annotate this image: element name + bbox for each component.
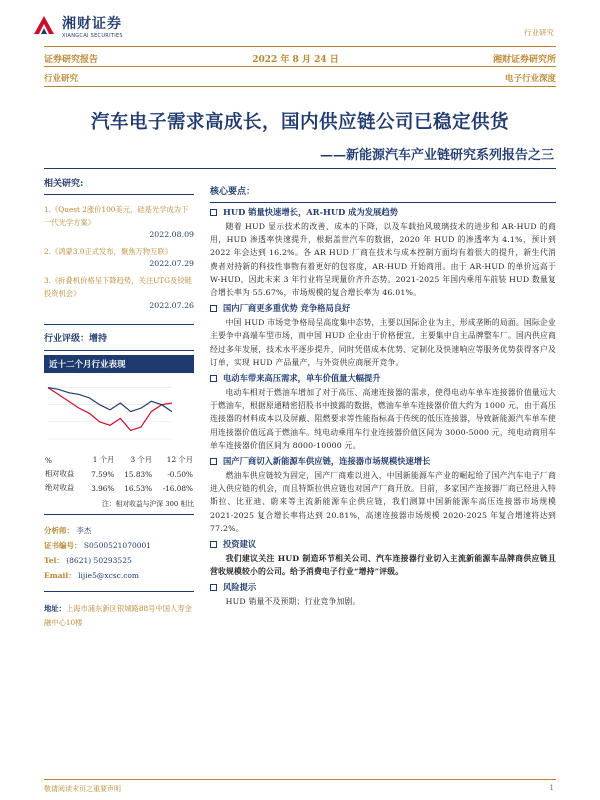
bullet-square-icon bbox=[210, 541, 217, 548]
footer-divider bbox=[44, 779, 556, 780]
key-point-heading bbox=[210, 302, 556, 314]
analyst-cert: S0500521070001 bbox=[83, 541, 152, 550]
report-subtitle: ——新能源汽车产业链研究系列报告之三 bbox=[319, 148, 554, 163]
key-point-heading bbox=[210, 538, 556, 550]
logo-cn: 湘财证券 bbox=[62, 16, 122, 32]
related-heading: 相关研究: bbox=[44, 179, 84, 189]
table-body bbox=[44, 467, 194, 495]
key-point-title: 国产厂商切入新能源车供应链，连接器市场规模快速增长 bbox=[223, 456, 431, 467]
related-item[interactable] bbox=[44, 245, 194, 268]
related-item-title[interactable]: 1.《Quest 2涨价100美元，硅基光学成为下一代光学方案》 bbox=[44, 205, 189, 227]
table-header-cell: 1 个月 bbox=[92, 455, 115, 464]
key-point-heading bbox=[210, 206, 556, 218]
related-divider bbox=[44, 194, 194, 195]
institute-name: 湘财证券研究所 bbox=[492, 55, 556, 65]
table-cell: 15.83% bbox=[124, 469, 153, 479]
footer-disclaimer[interactable]: 敬请阅读末页之重要声明 bbox=[44, 785, 121, 793]
key-point-title: 投资建议 bbox=[223, 539, 257, 550]
report-kind: 电子行业深度 bbox=[504, 74, 556, 84]
table-cell: -16.08% bbox=[162, 483, 193, 493]
key-point-title: HUD 销量快速增长，AR-HUD 成为发展趋势 bbox=[223, 207, 398, 217]
header-row-2 bbox=[44, 72, 556, 84]
table-header-cell: 3 个月 bbox=[130, 455, 153, 464]
related-item-date: 2022.08.09 bbox=[149, 230, 194, 239]
key-point-heading bbox=[210, 455, 556, 467]
bullet-square-icon bbox=[210, 458, 217, 465]
report-type: 证券研究报告 bbox=[44, 55, 99, 65]
table-cell: 7.59% bbox=[91, 469, 115, 479]
table-cell: 绝对收益 bbox=[45, 483, 75, 492]
title-divider bbox=[44, 168, 556, 169]
page-number: 1 bbox=[549, 784, 554, 792]
key-point-paragraph: 燃油车供应链较为固定，国产厂商难以进入，中国新能源车产业的崛起给了国产汽车电子厂商进入供应链的机会，而且特斯拉供应链也对国产厂商开放。目前，多家国产连接器厂商已经进入特斯拉、比亚迪、蔚来等主流新能源车企供应链，我们测算中国新能源车高压连接器市场规模 2021-2025 复合增长率将达到 20.81%，高速连接器市场规模 2020-2025 年复合增速将达到 77.2%。 bbox=[210, 471, 556, 533]
table-cell: 相对收益 bbox=[45, 469, 75, 478]
industry-performance-chart bbox=[44, 373, 194, 451]
related-item-date: 2022.07.26 bbox=[149, 301, 194, 310]
address: 地址：上海市浦东新区银城路88号中国人寿金融中心10楼 bbox=[44, 604, 192, 627]
table-cell: 16.53% bbox=[124, 483, 153, 493]
key-point-paragraph: 电动车相对于燃油车增加了对于高压、高速连接器的需求，使得电动车单车连接器价值量远大于燃油车，根据原通精密招股书中披露的数据，燃油车单车连接器价值大约为 1000 元，由于高压连接器的材料成本以及屏蔽、阻燃要求等性能指标高于传统的低压连接器，导致新能源汽车单车使用连接器价值远高于燃油车。纯电动乘用车行业连接器价值区间为 3000-5000 元，纯电动商用车单车连接器价值区间为 8000-10000 元。 bbox=[210, 388, 556, 450]
table-header-row bbox=[44, 453, 194, 467]
logo-mark-icon bbox=[30, 12, 58, 40]
key-point-title: 国内厂商更多重优势 竞争格局良好 bbox=[223, 303, 351, 314]
related-item-title[interactable]: 3.《折叠机价格呈下降趋势，关注UTG及铰链投资机会》 bbox=[44, 276, 192, 298]
related-item-date: 2022.07.29 bbox=[149, 259, 194, 268]
category-tag: 行业研究 bbox=[524, 28, 554, 37]
table-row bbox=[44, 467, 194, 481]
table-row bbox=[44, 481, 194, 495]
key-point-heading bbox=[210, 581, 556, 593]
related-list bbox=[44, 203, 194, 310]
key-point-title: 风险提示 bbox=[223, 582, 257, 593]
key-point-heading bbox=[210, 372, 556, 384]
bullet-square-icon bbox=[210, 375, 217, 382]
analyst-tel: (8621) 50293525 bbox=[66, 556, 132, 565]
chart-series-line bbox=[48, 388, 172, 431]
industry-rating: 行业评级：增持 bbox=[44, 334, 108, 344]
key-point-paragraph: HUD 销量不及预期；行业竞争加剧。 bbox=[225, 597, 361, 607]
key-points bbox=[210, 184, 556, 609]
table-header-cell: % bbox=[45, 455, 52, 465]
header-row-1 bbox=[44, 52, 556, 65]
address-text: 上海市浦东新区银城路88号中国人寿金融中心10楼 bbox=[44, 604, 192, 627]
sidebar bbox=[44, 176, 194, 630]
section-label: 行业研究 bbox=[44, 74, 79, 84]
report-title: 汽车电子需求高成长，国内供应链公司已稳定供货 bbox=[90, 112, 509, 133]
table-note: 注：相对收益与沪深 300 相比 bbox=[101, 500, 194, 508]
company-logo bbox=[30, 12, 123, 40]
key-point-paragraph: 随着 HUD 显示技术的改善、成本的下降，以及车载抬风玻璃技术的进步和 AR-HUD 的商用，HUD 渗透率快速提升，根据盖世汽车的数据，2020 年 HUD 的渗透率为 4.1%，预计到 2022 年会达到 16.2%。各 AR HUD 厂商在技术与成本控制方面均有着很大的提升，新生代消费者对持新的科技性事物有着更好的包容度，AR-HUD 开始商用。由于 AR-HUD 的单价远高于 W-HUD，因此未来 3 年行业将呈现量价齐升态势。2021-2025 年国内乘用车前装 HUD 数量复合增长率为 55.67%，市场规模的复合增长率为 46.01%。 bbox=[210, 222, 556, 298]
chart-title: 近十二个月行业表现 bbox=[44, 355, 194, 373]
bullet-square-icon bbox=[210, 305, 217, 312]
analyst-email[interactable]: lijie5@xcsc.com bbox=[78, 571, 140, 580]
bullet-square-icon bbox=[210, 584, 217, 591]
logo-en: XIANGCAI SECURITIES bbox=[62, 33, 123, 39]
performance-table bbox=[44, 453, 194, 495]
bullet-square-icon bbox=[210, 209, 217, 216]
related-item[interactable] bbox=[44, 274, 194, 310]
analyst-name: 李杰 bbox=[76, 526, 92, 535]
rating-divider bbox=[44, 324, 194, 325]
key-point-paragraph: 中国 HUD 市场竞争格局呈高度集中态势，主要以国际企业为主，形成垄断的局面。国际企业主要争中高端车型市场，而中国 HUD 企业由于价格便宜，主要集中自主品牌整车厂。国内供应商经过多年发展，技术水平逐步提升，同时凭借成本优势、定制化及快速响应等服务优势获得客户及订单，实现 HUD 产品量产，与外资供应商展开竞争。 bbox=[210, 318, 556, 367]
table-cell: 3.96% bbox=[91, 483, 115, 493]
header-divider-mid bbox=[44, 66, 556, 67]
related-item[interactable] bbox=[44, 203, 194, 239]
key-point-paragraph: 我们建议关注 HUD 制造环节相关公司、汽车连接器行业切入主流新能源车品牌商供应链且营收规模较小的公司。给予消费电子行业“增持”评级。 bbox=[210, 554, 556, 577]
header-divider-top bbox=[44, 46, 556, 47]
table-cell: -0.50% bbox=[167, 469, 193, 479]
header-divider-bottom bbox=[44, 86, 556, 87]
analyst-info: 分析师： 李杰 证书编号： S0500521070001 Tel： (8621) 50293525 Email： lijie5@xcsc.com bbox=[44, 526, 152, 580]
key-points-heading: 核心要点： bbox=[210, 187, 256, 197]
table-header-cell: 12 个月 bbox=[166, 455, 193, 464]
report-date: 2022 年 8 月 24 日 bbox=[252, 55, 339, 65]
key-points-sections bbox=[210, 206, 556, 609]
key-point-title: 电动车带来高压需求，单车价值量大幅提升 bbox=[223, 373, 381, 384]
related-item-title[interactable]: 2.《鸿蒙3.0正式发布，聚焦万物互联》 bbox=[44, 247, 173, 256]
